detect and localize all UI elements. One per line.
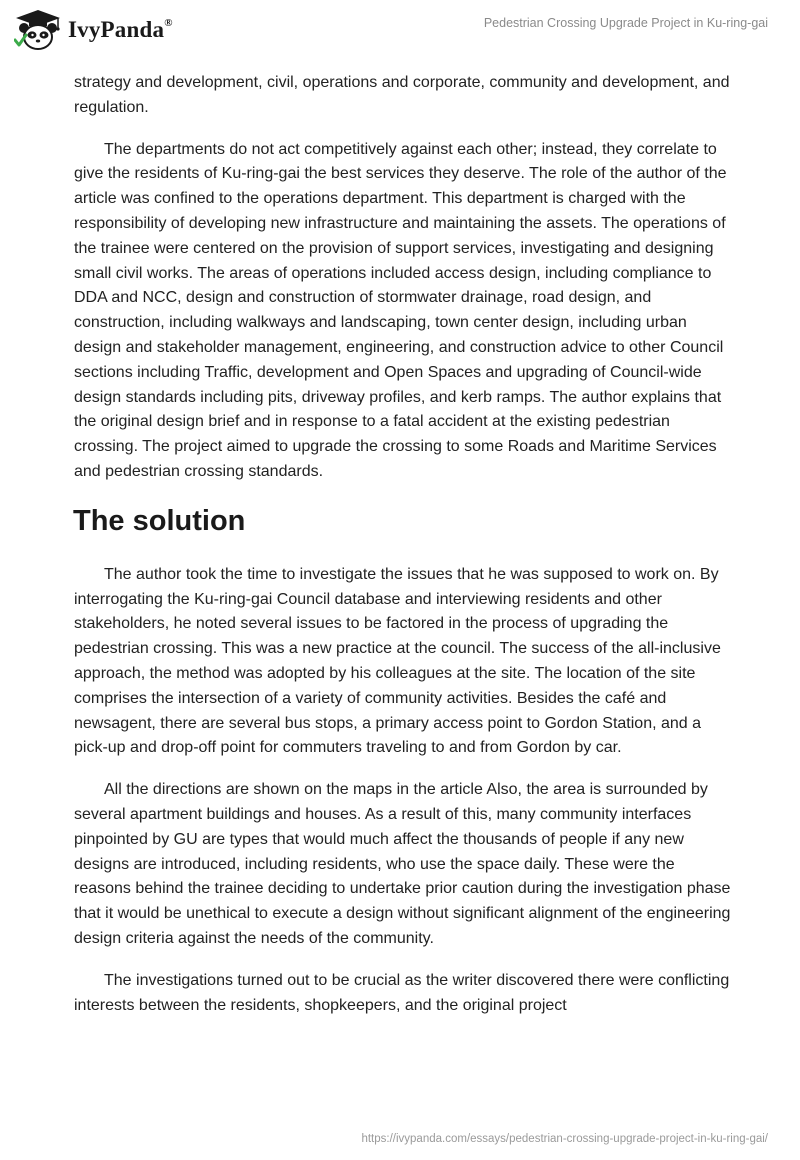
section-heading-solution: The solution <box>73 504 246 537</box>
panda-graduate-icon <box>14 8 62 52</box>
registered-mark: ® <box>164 17 173 30</box>
essay-body <box>74 71 734 1035</box>
brand-name <box>68 17 173 43</box>
document-title: Pedestrian Crossing Upgrade Project in Ku-ring-gai <box>483 16 768 30</box>
paragraph-conflicting-interests: The investigations turned out to be crucial as the writer discovered there were conflicting interests between the residents, shopkeepers, and the original project <box>74 971 730 1014</box>
paragraph-departments-continued: strategy and development, civil, operations and corporate, community and development, and regulation. <box>74 74 730 116</box>
brand-text: IvyPanda <box>68 17 165 42</box>
paragraph-investigation: The author took the time to investigate the issues that he was supposed to work on. By interrogating the Ku-ring-gai Council database and interviewing residents and other stakeholders, he noted several issues to be factored in the process of upgrading the pedestrian crossing. This was a new practice at the council. The success of the all-inclusive approach, the method was adopted by his colleagues at the site. The location of the site comprises the intersection of a variety of community activities. Besides the café and newsagent, there are several bus stops, a primary access point to Gordon Station, and a pick-up and drop-off point for commuters traveling to and from Gordon by car. <box>74 565 721 757</box>
paragraph-operations-department: The departments do not act competitively against each other; instead, they correlate to give the residents of Ku-ring-gai the best services they deserve. The role of the author of the article was confined to the operations department. This department is charged with the responsibility of developing new infrastructure and maintaining the assets. The operations of the trainee were centered on the provision of support services, investigating and designing small civil works. The areas of operations included access design, including compliance to DDA and NCC, design and construction of stormwater drainage, road design, and construction, including walkways and landscaping, town center design, including urban design and stakeholder management, engineering, and construction advice to other Council sections including Traffic, development and Open Spaces and upgrading of Council-wide design standards including pits, driveway profiles, and kerb ramps. The author explains that the original design brief and in response to a fatal accident at the existing pedestrian crossing. The project aimed to upgrade the crossing to some Roads and Maritime Services and pedestrian crossing standards. <box>74 140 727 480</box>
page-header <box>0 0 800 64</box>
source-url[interactable]: https://ivypanda.com/essays/pedestrian-crossing-upgrade-project-in-ku-ring-gai/ <box>361 1133 768 1145</box>
brand-logo[interactable] <box>14 8 173 52</box>
paragraph-directions-maps: All the directions are shown on the maps in the article Also, the area is surrounded by several apartment buildings and houses. As a result of this, many community interfaces pinpointed by GU are types that would much affect the thousands of people if any new designs are introduced, including residents, who use the space daily. These were the reasons behind the trainee deciding to undertake prior caution during the investigation phase that it would be unethical to execute a design without significant alignment of the engineering design criteria against the needs of the community. <box>74 781 731 947</box>
